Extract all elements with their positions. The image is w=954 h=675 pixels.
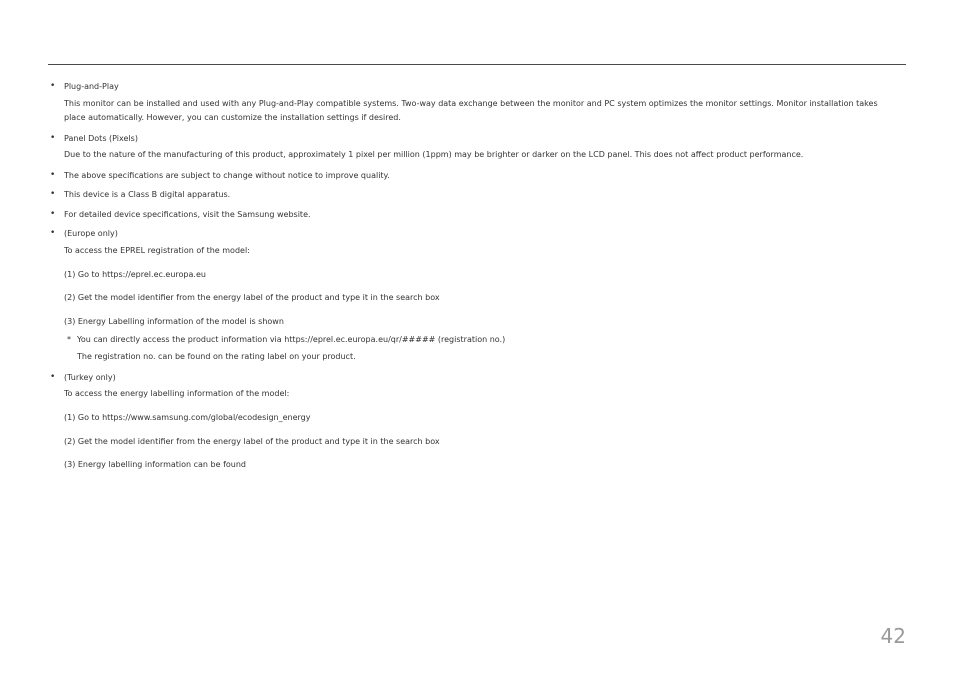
plug-title: Plug-and-Play: [64, 82, 119, 91]
plug-description: This monitor can be installed and used with any Plug-and-Play compatible systems. Two-way data exchange between the monitor and PC system optimizes the monitor settings. Monitor installation takes place automatically. However, you can customize the installation settings if desired.: [64, 99, 878, 122]
europe-title: (Europe only): [64, 229, 118, 238]
europe-step-3: (3) Energy Labelling information of the model is shown: [64, 317, 284, 326]
website-text: For detailed device specifications, visit the Samsung website.: [64, 210, 311, 219]
bullet-website: •: [50, 209, 56, 219]
turkey-step-2: (2) Get the model identifier from the energy label of the product and type it in the search box: [64, 437, 440, 446]
turkey-step-3: (3) Energy labelling information can be found: [64, 460, 247, 469]
page-number: 42: [880, 624, 906, 648]
bullet-dots: •: [50, 133, 56, 143]
bullet-turkey: •: [50, 372, 56, 382]
turkey-intro: To access the energy labelling information of the model:: [64, 389, 290, 398]
bullet-plug: •: [50, 81, 56, 91]
class-b-text: This device is a Class B digital apparatus.: [64, 190, 231, 199]
europe-step-2: (2) Get the model identifier from the energy label of the product and type it in the search box: [64, 293, 440, 302]
bullet-class-b: •: [50, 189, 56, 199]
europe-step-1: (1) Go to https://eprel.ec.europa.eu: [64, 270, 206, 279]
turkey-step-1: (1) Go to https://www.samsung.com/global/ecodesign_energy: [64, 413, 311, 422]
europe-intro: To access the EPREL registration of the model:: [64, 246, 250, 255]
europe-note-1: You can directly access the product information via https://eprel.ec.europa.eu/qr/##### (registration no.): [77, 335, 506, 344]
europe-note-2: The registration no. can be found on the rating label on your product.: [77, 352, 356, 361]
bullet-specs: •: [50, 170, 56, 180]
dots-description: Due to the nature of the manufacturing of this product, approximately 1 pixel per million (1ppm) may be brighter or darker on the LCD panel. This does not affect product performance.: [64, 150, 804, 159]
europe-note-mark: *: [67, 335, 71, 344]
turkey-title: (Turkey only): [64, 373, 116, 382]
specs-change-text: The above specifications are subject to change without notice to improve quality.: [64, 171, 390, 180]
bullet-europe: •: [50, 228, 56, 238]
dots-title: Panel Dots (Pixels): [64, 134, 138, 143]
header-rule: [48, 64, 906, 65]
